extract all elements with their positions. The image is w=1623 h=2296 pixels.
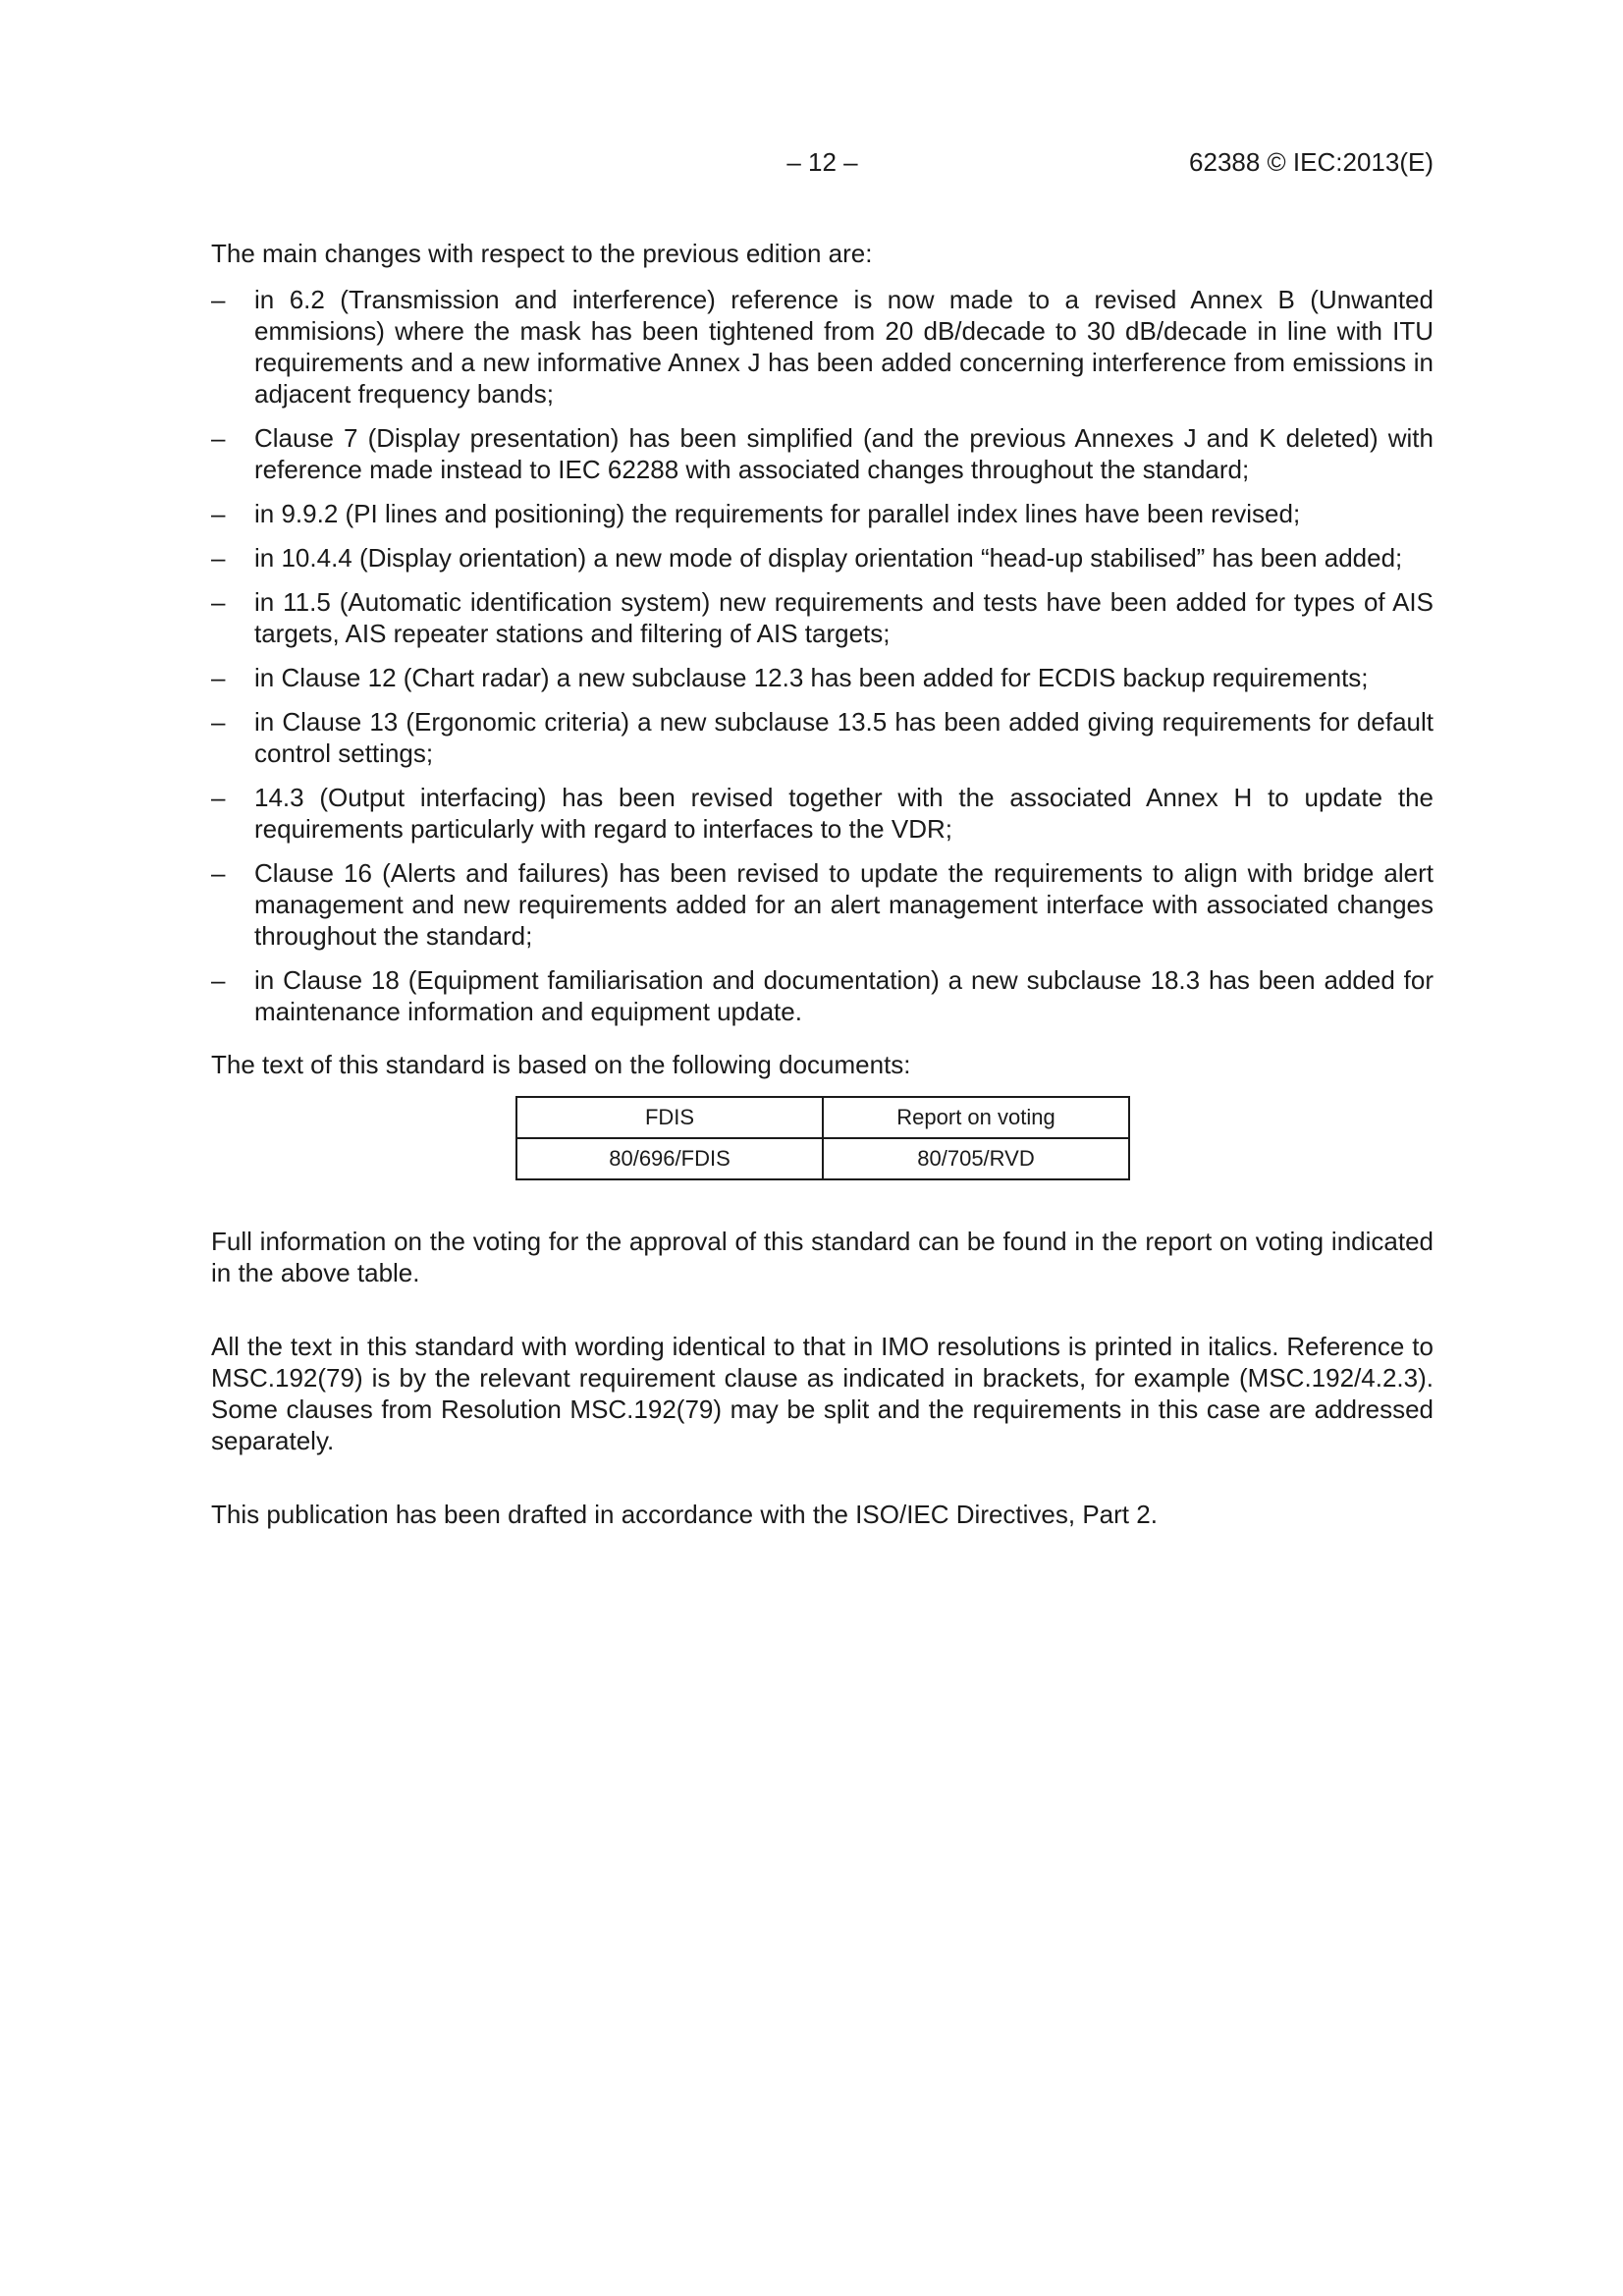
dash-bullet: – [211,587,226,617]
list-item [211,498,1434,529]
page-content [211,238,1434,1530]
page-number: – 12 – [786,147,858,177]
table-header-row [516,1097,1129,1138]
table-cell-fdis: 80/696/FDIS [516,1138,823,1179]
list-item [211,857,1434,952]
document-id: 62388 © IEC:2013(E) [1189,147,1434,177]
changes-intro: The main changes with respect to the previous edition are: [211,239,873,268]
list-item-text: in 9.9.2 (PI lines and positioning) the requirements for parallel index lines have been revised; [254,499,1301,528]
dash-bullet: – [211,707,226,737]
list-item-text: in 6.2 (Transmission and interference) reference is now made to a revised Annex B (Unwanted emmisions) where the mask has been tightened from 20 dB/decade to 30 dB/decade in line with ITU requirements and a new informative Annex J has been added concerning interference from emissions in adjacent frequency bands; [254,285,1434,409]
based-on-text: The text of this standard is based on the following documents: [211,1050,911,1079]
table-header-report: Report on voting [823,1097,1129,1138]
changes-list [211,284,1434,1027]
list-item-text: in Clause 13 (Ergonomic criteria) a new subclause 13.5 has been added giving requirements for default control settings; [254,707,1434,768]
dash-bullet: – [211,783,226,812]
list-item-text: Clause 16 (Alerts and failures) has been revised to update the requirements to align with bridge alert management and new requirements added for an alert management interface with associated changes throughout the standard; [254,858,1434,951]
dash-bullet: – [211,663,226,692]
list-item-text: in Clause 12 (Chart radar) a new subclause 12.3 has been added for ECDIS backup requirements; [254,663,1369,692]
list-item-text: 14.3 (Output interfacing) has been revised together with the associated Annex H to update the requirements particularly with regard to interfaces to the VDR; [254,783,1434,844]
dash-bullet: – [211,423,226,453]
dash-bullet: – [211,965,226,995]
dash-bullet: – [211,285,226,314]
list-item [211,706,1434,769]
list-item [211,586,1434,649]
voting-info-paragraph: Full information on the voting for the approval of this standard can be found in the report on voting indicated in the above table. [211,1227,1434,1287]
table-row [516,1138,1129,1179]
table-cell-rvd: 80/705/RVD [823,1138,1129,1179]
drafting-paragraph: This publication has been drafted in accordance with the ISO/IEC Directives, Part 2. [211,1500,1158,1529]
list-item [211,964,1434,1027]
dash-bullet: – [211,543,226,573]
list-item [211,422,1434,485]
voting-documents-table [515,1096,1130,1180]
list-item-text: in Clause 18 (Equipment familiarisation and documentation) a new subclause 18.3 has been added for maintenance information and equipment update. [254,965,1434,1026]
list-item [211,542,1434,574]
dash-bullet: – [211,858,226,888]
dash-bullet: – [211,499,226,528]
list-item [211,662,1434,693]
list-item [211,284,1434,410]
table-header-fdis: FDIS [516,1097,823,1138]
list-item [211,782,1434,845]
list-item-text: in 11.5 (Automatic identification system) new requirements and tests have been added for types of AIS targets, AIS repeater stations and filtering of AIS targets; [254,587,1434,648]
list-item-text: in 10.4.4 (Display orientation) a new mode of display orientation “head-up stabilised” has been added; [254,543,1403,573]
page-header [211,147,1434,187]
italics-note-paragraph: All the text in this standard with wording identical to that in IMO resolutions is printed in italics. Reference to MSC.192(79) is by the relevant requirement clause as indicated in brackets, for example (MSC.192/4.2.3). Some clauses from Resolution MSC.192(79) may be split and the requirements in this case are addressed separately. [211,1332,1434,1455]
list-item-text: Clause 7 (Display presentation) has been simplified (and the previous Annexes J and K deleted) with reference made instead to IEC 62288 with associated changes throughout the standard; [254,423,1434,484]
